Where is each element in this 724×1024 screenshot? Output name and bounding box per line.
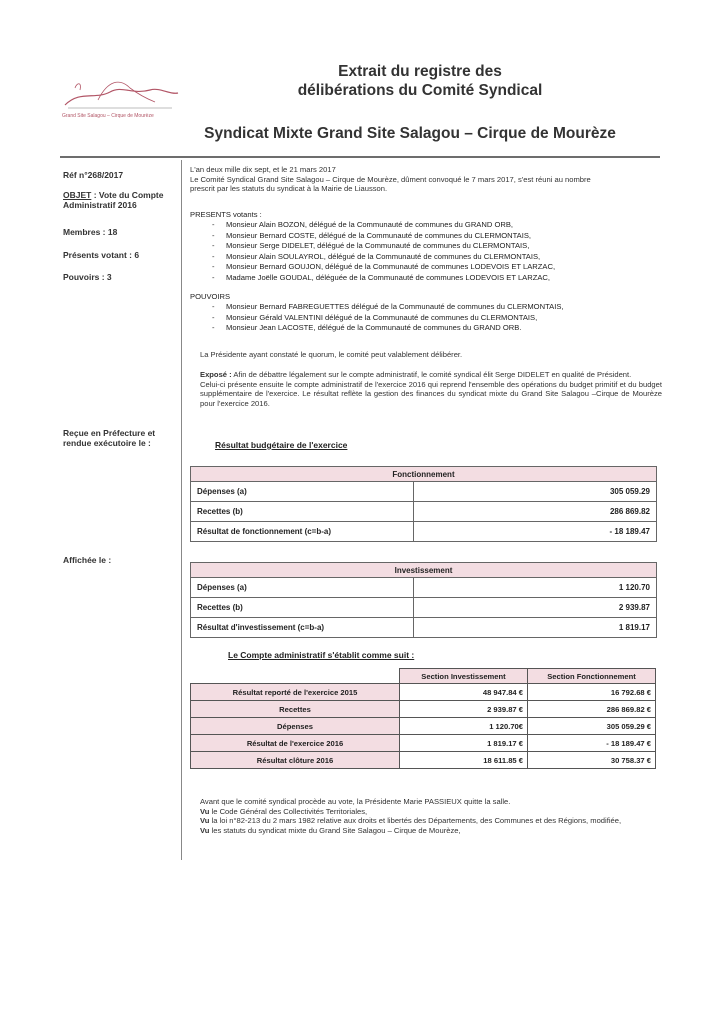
intro-line-2: Le Comité Syndical Grand Site Salagou – Cirque de Mourèze, dûment convoqué le 7 mars 2017, s'est réuni au nombre — [190, 174, 591, 184]
vu-line-3 — [200, 826, 662, 836]
table-row — [191, 578, 657, 598]
investissement-table — [190, 562, 657, 638]
reception-prefecture: Reçue en Préfecture et rendue exécutoire le : — [63, 428, 156, 448]
closing-line: Avant que le comité syndical procède au vote, la Présidente Marie PASSIEUX quitte la salle. — [200, 797, 511, 806]
document-subtitle: Syndicat Mixte Grand Site Salagou – Cirque de Mourèze — [204, 125, 616, 142]
row-label: Recettes (b) — [191, 598, 414, 618]
vu-line-1 — [200, 807, 662, 817]
table-row — [191, 718, 656, 735]
column-divider — [181, 160, 182, 860]
row-label: Résultat de fonctionnement (c=b-a) — [191, 522, 414, 542]
presents-list — [212, 220, 555, 284]
header-divider — [60, 156, 660, 158]
row-value: 1 120.70 — [414, 578, 657, 598]
table-row — [191, 752, 656, 769]
intro-line-3: prescrit par les statuts du syndicat à la Mairie de Liausson. — [190, 184, 388, 194]
table-row — [191, 522, 657, 542]
fonc-value: - 18 189.47 € — [528, 735, 656, 752]
list-item: - Monsieur Serge DIDELET, délégué de la Communauté de communes du CLERMONTAIS, — [212, 241, 555, 252]
expose-label: Exposé : — [200, 370, 232, 379]
list-item: - Monsieur Bernard FABREGUETTES délégué de la Communauté de communes du CLERMONTAIS, — [212, 302, 564, 313]
document-title — [250, 62, 590, 100]
compte-administratif-table — [190, 668, 656, 769]
row-label: Résultat de l'exercice 2016 — [191, 735, 400, 752]
syndicat-logo — [60, 60, 180, 130]
pouvoirs-count: Pouvoirs : 3 — [63, 272, 112, 282]
vu-label: Vu — [200, 806, 210, 816]
closing-block — [200, 797, 662, 835]
row-value: 1 819.17 — [414, 618, 657, 638]
row-label: Dépenses — [191, 718, 400, 735]
list-item: - Monsieur Jean LACOSTE, délégué de la Communauté de communes du GRAND ORB. — [212, 323, 564, 334]
membres-count: Membres : 18 — [63, 227, 118, 237]
vu-label: Vu — [200, 816, 210, 826]
investissement-header: Investissement — [191, 563, 657, 578]
inv-value: 2 939.87 € — [400, 701, 528, 718]
presents-label: PRESENTS votants : — [190, 210, 262, 219]
table-row — [191, 482, 657, 502]
compte-title: Le Compte administratif s'établit comme suit : — [228, 650, 415, 660]
inv-value: 1 120.70€ — [400, 718, 528, 735]
resultat-title: Résultat budgétaire de l'exercice — [215, 440, 348, 450]
list-item: - Monsieur Bernard GOUJON, délégué de la Communauté de communes LODEVOIS ET LARZAC, — [212, 262, 555, 273]
table-row — [191, 618, 657, 638]
objet-label: OBJET — [63, 190, 92, 200]
fonc-value: 286 869.82 € — [528, 701, 656, 718]
row-label: Recettes — [191, 701, 400, 718]
row-label: Dépenses (a) — [191, 482, 414, 502]
col-header-investissement: Section Investissement — [400, 669, 528, 684]
affichage-label: Affichée le : — [63, 555, 112, 565]
expose-text-2: Celui-ci présente ensuite le compte administratif de l'exercice 2016 qui reprend l'ensemble des opérations du budget primitif et du budget supplémentaire de l'exercice. Le résultat reflète la gestion des finances du syndicat mixte du Grand Site Salagou –Cirque de Mourèze pour l'exercice 2016. — [200, 379, 662, 408]
fonc-value: 30 758.37 € — [528, 752, 656, 769]
expose-paragraph — [200, 370, 662, 408]
table-row — [191, 598, 657, 618]
table-row — [191, 735, 656, 752]
list-item: - Monsieur Alain SOULAYROL, délégué de la Communauté de communes du CLERMONTAIS, — [212, 252, 555, 263]
vu-text: la loi n°82-213 du 2 mars 1982 relative aux droits et libertés des Départements, des Communes et des Régions, modifiée, — [211, 816, 622, 826]
fonctionnement-table — [190, 466, 657, 542]
reference-number: Réf n°268/2017 — [63, 170, 124, 180]
list-item: - Monsieur Bernard COSTE, délégué de la Communauté de communes du CLERMONTAIS, — [212, 231, 555, 242]
pouvoirs-list — [212, 302, 564, 334]
expose-text: Afin de débattre légalement sur le compte administratif, le comité syndical élit Serge DIDELET en qualité de Président. — [233, 370, 632, 379]
row-label: Recettes (b) — [191, 502, 414, 522]
col-header-fonctionnement: Section Fonctionnement — [528, 669, 656, 684]
row-value: - 18 189.47 — [414, 522, 657, 542]
row-label: Résultat reporté de l'exercice 2015 — [191, 684, 400, 701]
inv-value: 18 611.85 € — [400, 752, 528, 769]
vu-line-2 — [200, 816, 662, 826]
vu-text: les statuts du syndicat mixte du Grand Site Salagou – Cirque de Mourèze, — [211, 825, 461, 835]
list-item: - Madame Joëlle GOUDAL, déléguée de la Communauté de communes LODEVOIS ET LARZAC, — [212, 273, 555, 284]
fonc-value: 305 059.29 € — [528, 718, 656, 735]
table-row — [191, 701, 656, 718]
logo-caption: Grand Site Salagou – Cirque de Mourèze — [62, 113, 154, 119]
title-line-2: délibérations du Comité Syndical — [297, 82, 543, 99]
quorum-statement: La Présidente ayant constaté le quorum, le comité peut valablement délibérer. — [200, 350, 463, 359]
row-value: 305 059.29 — [414, 482, 657, 502]
inv-value: 1 819.17 € — [400, 735, 528, 752]
fonctionnement-header: Fonctionnement — [191, 467, 657, 482]
vu-label: Vu — [200, 825, 210, 835]
list-item: - Monsieur Alain BOZON, délégué de la Communauté de communes du GRAND ORB, — [212, 220, 555, 231]
list-item: - Monsieur Gérald VALENTINI délégué de la Communauté de communes du CLERMONTAIS, — [212, 313, 564, 324]
intro-line-1: L'an deux mille dix sept, et le 21 mars 2017 — [190, 165, 336, 174]
title-line-1: Extrait du registre des — [338, 63, 502, 80]
vu-text: le Code Général des Collectivités Territoriales, — [211, 806, 368, 816]
presents-count: Présents votant : 6 — [63, 250, 140, 260]
row-label: Résultat d'investissement (c=b-a) — [191, 618, 414, 638]
intro-paragraph — [190, 165, 660, 194]
fonc-value: 16 792.68 € — [528, 684, 656, 701]
inv-value: 48 947.84 € — [400, 684, 528, 701]
row-label: Dépenses (a) — [191, 578, 414, 598]
table-row — [191, 502, 657, 522]
objet-block — [63, 190, 183, 210]
objet-value: : Vote du Compte Administratif 2016 — [63, 190, 164, 210]
table-row — [191, 684, 656, 701]
row-value: 286 869.82 — [414, 502, 657, 522]
row-value: 2 939.87 — [414, 598, 657, 618]
pouvoirs-label: POUVOIRS — [190, 292, 231, 301]
row-label: Résultat clôture 2016 — [191, 752, 400, 769]
